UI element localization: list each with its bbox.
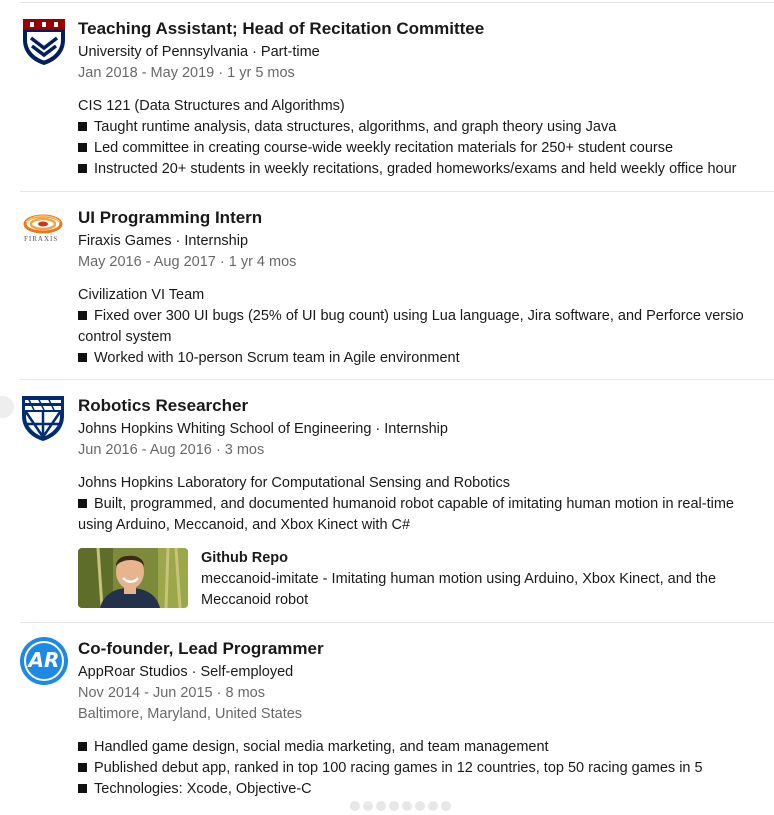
bullet-square-icon: [78, 353, 87, 362]
description-line: Johns Hopkins Laboratory for Computational Sensing and Robotics: [78, 475, 511, 491]
bullet-square-icon: [78, 164, 87, 173]
bullet-square-icon: [78, 122, 87, 131]
scroll-dot: [441, 801, 451, 811]
approar-logo-icon[interactable]: [20, 637, 68, 685]
bullet-item: Technologies: Xcode, Objective-C: [78, 779, 774, 800]
description-line: Civilization VI Team: [78, 287, 205, 303]
company-name[interactable]: Firaxis Games · Internship: [78, 233, 249, 249]
scroll-dot: [428, 801, 438, 811]
bullet-item: Taught runtime analysis, data structures, algorithms, and graph theory using Java: [78, 117, 774, 138]
approar-logo-text: AR: [28, 648, 60, 672]
bullet-item: Handled game design, social media marketing, and team management: [78, 737, 774, 758]
bullet-square-icon: [78, 499, 87, 508]
scroll-dot: [363, 801, 373, 811]
bullet-item: Published debut app, ranked in top 100 racing games in 12 countries, top 50 racing games in 5: [78, 758, 774, 779]
company-name[interactable]: University of Pennsylvania · Part-time: [78, 44, 320, 60]
job-title[interactable]: UI Programming Intern: [78, 208, 263, 227]
bullet-square-icon: [78, 143, 87, 152]
description-line: control system: [78, 329, 172, 345]
media-description: meccanoid-imitate - Imitating human motion using Arduino, Xbox Kinect, and the: [201, 571, 717, 587]
scroll-dot: [415, 801, 425, 811]
penn-shield-icon[interactable]: [20, 16, 68, 64]
bullet-square-icon: [78, 784, 87, 793]
bullet-item: Instructed 20+ students in weekly recitations, graded homeworks/exams and held weekly office hour: [78, 159, 774, 180]
scroll-indicator: [350, 800, 470, 812]
bullet-item: Built, programmed, and documented humanoid robot capable of imitating human motion in real-time: [78, 494, 774, 515]
company-name[interactable]: AppRoar Studios · Self-employed: [78, 664, 294, 680]
bullet-square-icon: [78, 742, 87, 751]
jhu-shield-icon[interactable]: [20, 394, 68, 442]
date-range: Jan 2018 - May 2019 · 1 yr 5 mos: [78, 65, 295, 81]
carousel-prev-handle[interactable]: [0, 396, 14, 418]
scroll-dot: [389, 801, 399, 811]
date-range: Nov 2014 - Jun 2015 · 8 mos: [78, 685, 265, 701]
job-title[interactable]: Teaching Assistant; Head of Recitation Committee: [78, 19, 485, 38]
scroll-dot: [376, 801, 386, 811]
bullet-item: Worked with 10-person Scrum team in Agile environment: [78, 348, 774, 369]
bullet-item: Fixed over 300 UI bugs (25% of UI bug count) using Lua language, Jira software, and Perforce versio: [78, 306, 774, 327]
job-title[interactable]: Co-founder, Lead Programmer: [78, 639, 324, 658]
description-line: CIS 121 (Data Structures and Algorithms): [78, 98, 345, 114]
media-attachment-github[interactable]: [78, 548, 758, 610]
bullet-square-icon: [78, 311, 87, 320]
bullet-square-icon: [78, 763, 87, 772]
scroll-dot: [402, 801, 412, 811]
bullet-item: Led committee in creating course-wide weekly recitation materials for 250+ student course: [78, 138, 774, 159]
media-description: Meccanoid robot: [201, 592, 309, 608]
description-line: using Arduino, Meccanoid, and Xbox Kinect with C#: [78, 517, 411, 533]
date-range: Jun 2016 - Aug 2016 · 3 mos: [78, 442, 265, 458]
firaxis-logo-text: FIRAXIS: [24, 235, 59, 243]
media-title[interactable]: Github Repo: [201, 550, 288, 566]
person-photo-thumbnail[interactable]: [78, 548, 188, 608]
scroll-dot: [350, 801, 360, 811]
divider: [20, 379, 774, 380]
job-title[interactable]: Robotics Researcher: [78, 396, 249, 415]
location: Baltimore, Maryland, United States: [78, 706, 303, 722]
divider: [20, 191, 774, 192]
company-name[interactable]: Johns Hopkins Whiting School of Engineering · Internship: [78, 421, 448, 437]
divider: [20, 622, 774, 623]
firaxis-logo-icon[interactable]: [20, 210, 68, 258]
date-range: May 2016 - Aug 2017 · 1 yr 4 mos: [78, 254, 297, 270]
top-divider: [20, 2, 774, 3]
